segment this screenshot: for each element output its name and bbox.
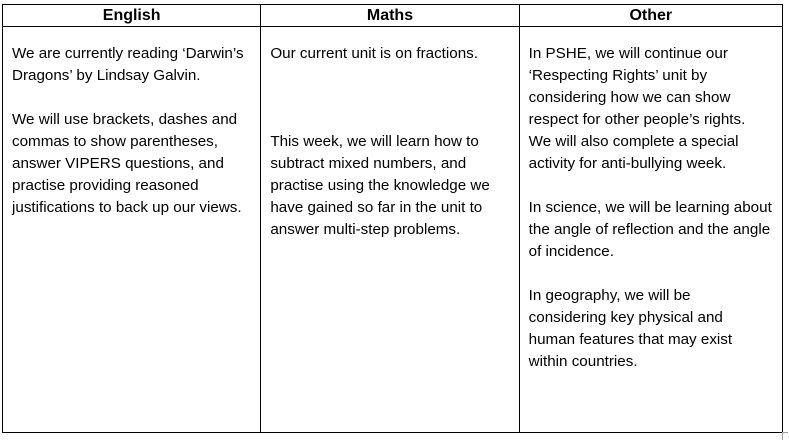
other-paragraph-pshe: In PSHE, we will continue our ‘Respecting Rights’ unit by considering how we can show respect for other people’s rights. We will also complete a special activity for anti-bullying week.	[528, 45, 746, 172]
content-row	[3, 27, 783, 433]
english-content	[3, 27, 260, 219]
maths-content	[261, 27, 518, 241]
paragraph-spacer	[270, 65, 508, 131]
other-content	[520, 27, 782, 373]
header-maths: Maths	[261, 5, 519, 27]
header-english: English	[3, 5, 261, 27]
maths-paragraph-week: This week, we will learn how to subtract mixed numbers, and practise using the knowledge we have gained so far in the unit to answer multi-step problems.	[270, 133, 490, 238]
header-row	[3, 5, 783, 27]
english-paragraph-skills: We will use brackets, dashes and commas to show parentheses, answer VIPERS questions, and practise providing reasoned justifications to back up our views.	[12, 111, 242, 216]
paragraph-spacer	[12, 87, 250, 109]
maths-paragraph-unit: Our current unit is on fractions.	[270, 45, 478, 62]
paragraph-spacer	[529, 263, 772, 285]
other-paragraph-science: In science, we will be learning about the angle of reflection and the angle of incidence.	[528, 199, 772, 260]
table-resize-handle[interactable]	[782, 432, 788, 440]
subjects-table	[2, 4, 783, 433]
english-paragraph-reading: We are currently reading ‘Darwin’s Dragons’ by Lindsay Galvin.	[12, 45, 244, 84]
paragraph-spacer	[529, 175, 772, 197]
english-cell	[3, 27, 261, 433]
maths-cell	[261, 27, 519, 433]
other-cell	[519, 27, 782, 433]
header-other: Other	[519, 5, 782, 27]
other-paragraph-geography: In geography, we will be considering key physical and human features that may exist within countries.	[528, 287, 733, 370]
